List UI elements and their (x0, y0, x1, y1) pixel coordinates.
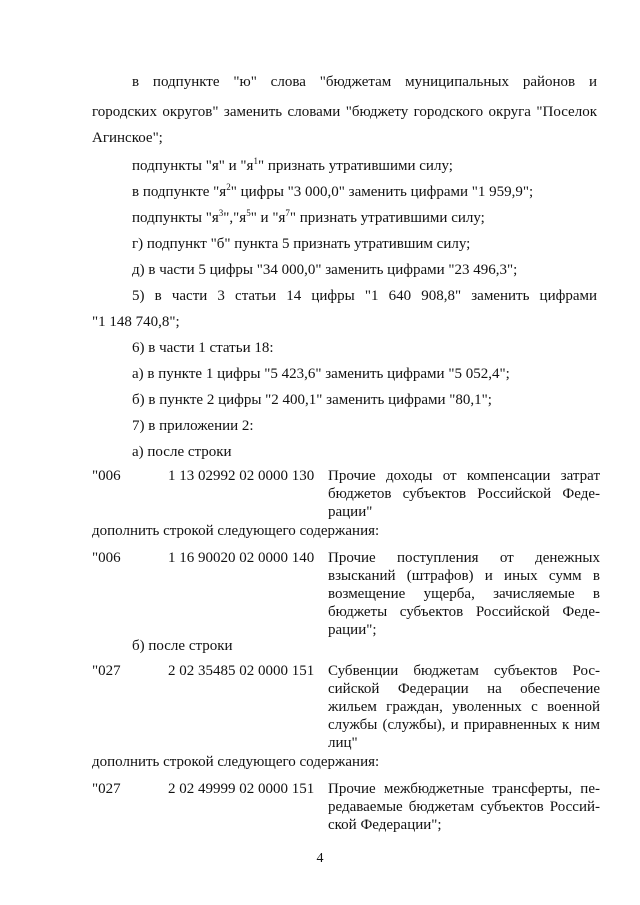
admin-code: "006 (92, 550, 121, 566)
paragraph-line: городских округов" заменить словами "бюджету городского округа "Поселок (92, 104, 597, 120)
superscript: 7 (285, 208, 290, 218)
paragraph-line: б) после строки (132, 638, 233, 654)
text-fragment: подпункты "я" и "я (132, 158, 254, 174)
text-fragment: " признать утратившими силу; (289, 210, 485, 226)
paragraph-line: дополнить строкой следующего содержания: (92, 523, 380, 539)
paragraph-line: г) подпункт "б" пункта 5 признать утратившим силу; (132, 236, 471, 252)
description-line: Субвенции бюджетам субъектов Рос- (328, 663, 600, 679)
budget-code: 2 02 35485 02 0000 151 (168, 663, 315, 679)
description-line: ской Федерации"; (328, 817, 442, 833)
admin-code: "006 (92, 468, 121, 484)
row-description (328, 467, 600, 521)
superscript: 1 (253, 156, 258, 166)
paragraph-line: "1 148 740,8"; (92, 314, 180, 330)
text-fragment: в подпункте "я (132, 184, 227, 200)
paragraph-line: д) в части 5 цифры "34 000,0" заменить цифрами "23 496,3"; (132, 262, 518, 278)
paragraph-line: 6) в части 1 статьи 18: (132, 340, 274, 356)
row-description (328, 549, 600, 639)
superscript: 3 (218, 208, 224, 218)
page-number: 4 (316, 851, 324, 866)
paragraph-line: в подпункте "ю" слова "бюджетам муниципальных районов и (132, 74, 597, 90)
paragraph-line (132, 209, 485, 227)
superscript: 2 (226, 182, 231, 192)
description-line: Прочие доходы от компенсации затрат (328, 468, 600, 484)
paragraph-line: дополнить строкой следующего содержания: (92, 754, 380, 770)
paragraph-line: 5) в части 3 статьи 14 цифры "1 640 908,8" заменить цифрами (132, 288, 597, 304)
description-line: жильем граждан, уволенных с военной (328, 699, 600, 715)
text-fragment: ","я (223, 210, 247, 226)
paragraph-line: а) после строки (132, 444, 232, 460)
description-line: рации"; (328, 622, 377, 638)
row-description (328, 780, 600, 834)
paragraph-line: Агинское"; (92, 130, 163, 146)
row-description (328, 662, 600, 752)
description-line: бюджетов субъектов Российской Феде- (328, 486, 600, 502)
description-line: возмещение ущерба, зачисляемые в (328, 586, 600, 602)
superscript: 5 (246, 208, 251, 218)
budget-code: 2 02 49999 02 0000 151 (168, 781, 315, 797)
paragraph-line (132, 183, 533, 201)
description-line: Прочие межбюджетные трансферты, пе- (328, 781, 600, 797)
text-fragment: " признать утратившими силу; (257, 158, 453, 174)
text-fragment: " цифры "3 000,0" заменить цифрами "1 959,9"; (230, 184, 534, 200)
description-line: рации" (328, 504, 373, 520)
admin-code: "027 (92, 663, 121, 679)
paragraph-line: б) в пункте 2 цифры "2 400,1" заменить цифрами "80,1"; (132, 392, 492, 408)
text-fragment: подпункты "я (132, 210, 219, 226)
paragraph-line: а) в пункте 1 цифры "5 423,6" заменить цифрами "5 052,4"; (132, 366, 510, 382)
description-line: бюджеты субъектов Российской Феде- (328, 604, 600, 620)
description-line: службы (службы), и приравненных к ним (328, 717, 600, 733)
description-line: сийской Федерации на обеспечение (328, 681, 600, 697)
description-line: лиц" (328, 735, 358, 751)
description-line: Прочие поступления от денежных (328, 550, 600, 566)
budget-code: 1 13 02992 02 0000 130 (168, 468, 315, 484)
text-fragment: " и "я (250, 210, 286, 226)
budget-code: 1 16 90020 02 0000 140 (168, 550, 315, 566)
admin-code: "027 (92, 781, 121, 797)
paragraph-line (132, 157, 453, 175)
description-line: взысканий (штрафов) и иных сумм в (328, 568, 600, 584)
paragraph-line: 7) в приложении 2: (132, 418, 254, 434)
description-line: редаваемые бюджетам субъектов Россий- (328, 799, 600, 815)
